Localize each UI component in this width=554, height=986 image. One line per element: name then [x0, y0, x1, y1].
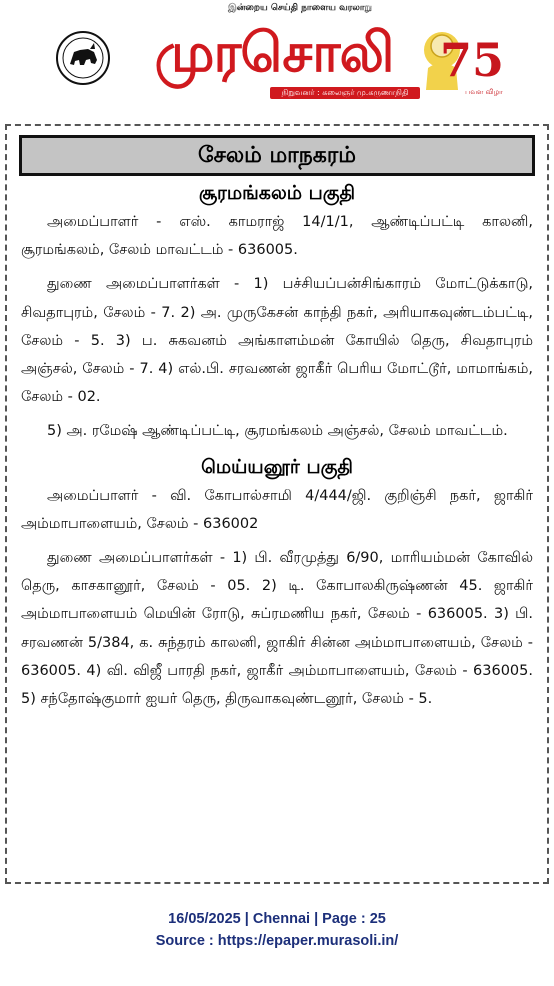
anniversary-75-badge — [402, 6, 512, 106]
page-footer — [0, 908, 554, 952]
paragraph-organiser: அமைப்பாளர் - எஸ். காமராஜ் 14/1/1, ஆண்டிப்பட்டி காலனி, சூரமங்கலம், சேலம் மாவட்டம் - 636005. — [21, 214, 533, 259]
footer-date-edition: 16/05/2025 | Chennai | Page : 25 — [168, 911, 386, 927]
newspaper-logo: முரசொலி — [154, 21, 394, 84]
paragraph-deputy-organisers: துணை அமைப்பாளர்கள் - 1) பி. வீரமுத்து 6/90, மாரியம்மன் கோவில் தெரு, காசகானூர், சேலம் - 05. 2) டி. கோபாலகிருஷ்ணன் 45. ஜாகிர் அம்மாபாளையம் மெயின் ரோடு, சுப்ரமணிய நகர், சேலம் - 636005. 3) பி. சரவணன் 5/384, க. சுந்தரம் காலனி, ஜாகிர் சின்ன அம்மாபாளையம், சேலம் - 636005. 4) வி. விஜீ பாரதி நகர், ஜாகீர் அம்மாபாளையம், சேலம் - 636005. 5) சந்தோஷ்குமார் ஐயர் தெரு, திருவாகவுண்டனூர், சேலம் - 5. — [21, 550, 533, 708]
section-heading-meyyanur: மெய்யனூர் பகுதி — [201, 455, 353, 478]
anniversary-number: 75 — [439, 33, 505, 87]
masthead-tagline: இன்றைய செய்தி நாளைய வரலாறு — [227, 3, 373, 13]
anniversary-caption: பவள விழா — [465, 88, 503, 96]
paragraph-deputy-organisers: துணை அமைப்பாளர்கள் - 1) பச்சியப்பன்சிங்காரம் மோட்டுக்காடு, சிவதாபுரம், சேலம் - 7. 2) அ. முருகேசன் காந்தி நகர், அரியாகவுண்டம்பட்டி, சேலம் - 5. 3) ப. சுகவனம் அங்காளம்மன் கோயில் தெரு, சிவதாபுரம் அஞ்சல், சேலம் - 7. 4) எல்.பி. சரவணன் ஜாகீர் பெரிய மோட்டூர், மாமாங்கம், சேலம் - 02. — [21, 276, 533, 406]
logo-founder-line: நிறுவனர் : கலைஞர் மு.கருணாநிதி — [270, 87, 420, 99]
section-heading-suramangalam: சூரமங்கலம் பகுதி — [198, 182, 356, 204]
masthead — [0, 0, 554, 112]
footer-source-link[interactable]: Source : https://epaper.murasoli.in/ — [155, 933, 399, 949]
article-frame — [5, 124, 549, 884]
paragraph-organiser: அமைப்பாளர் - வி. கோபால்சாமி 4/444/ஜி. குறிஞ்சி நகர், ஜாகிர் அம்மாபாளையம், சேலம் - 636002 — [21, 487, 533, 532]
article-headline: சேலம் மாநகரம் — [19, 135, 535, 176]
party-emblem-icon — [50, 30, 116, 86]
paragraph-deputy-organisers-cont: 5) அ. ரமேஷ் ஆண்டிப்பட்டி, சூரமங்கலம் அஞ்சல், சேலம் மாவட்டம். — [47, 423, 508, 440]
